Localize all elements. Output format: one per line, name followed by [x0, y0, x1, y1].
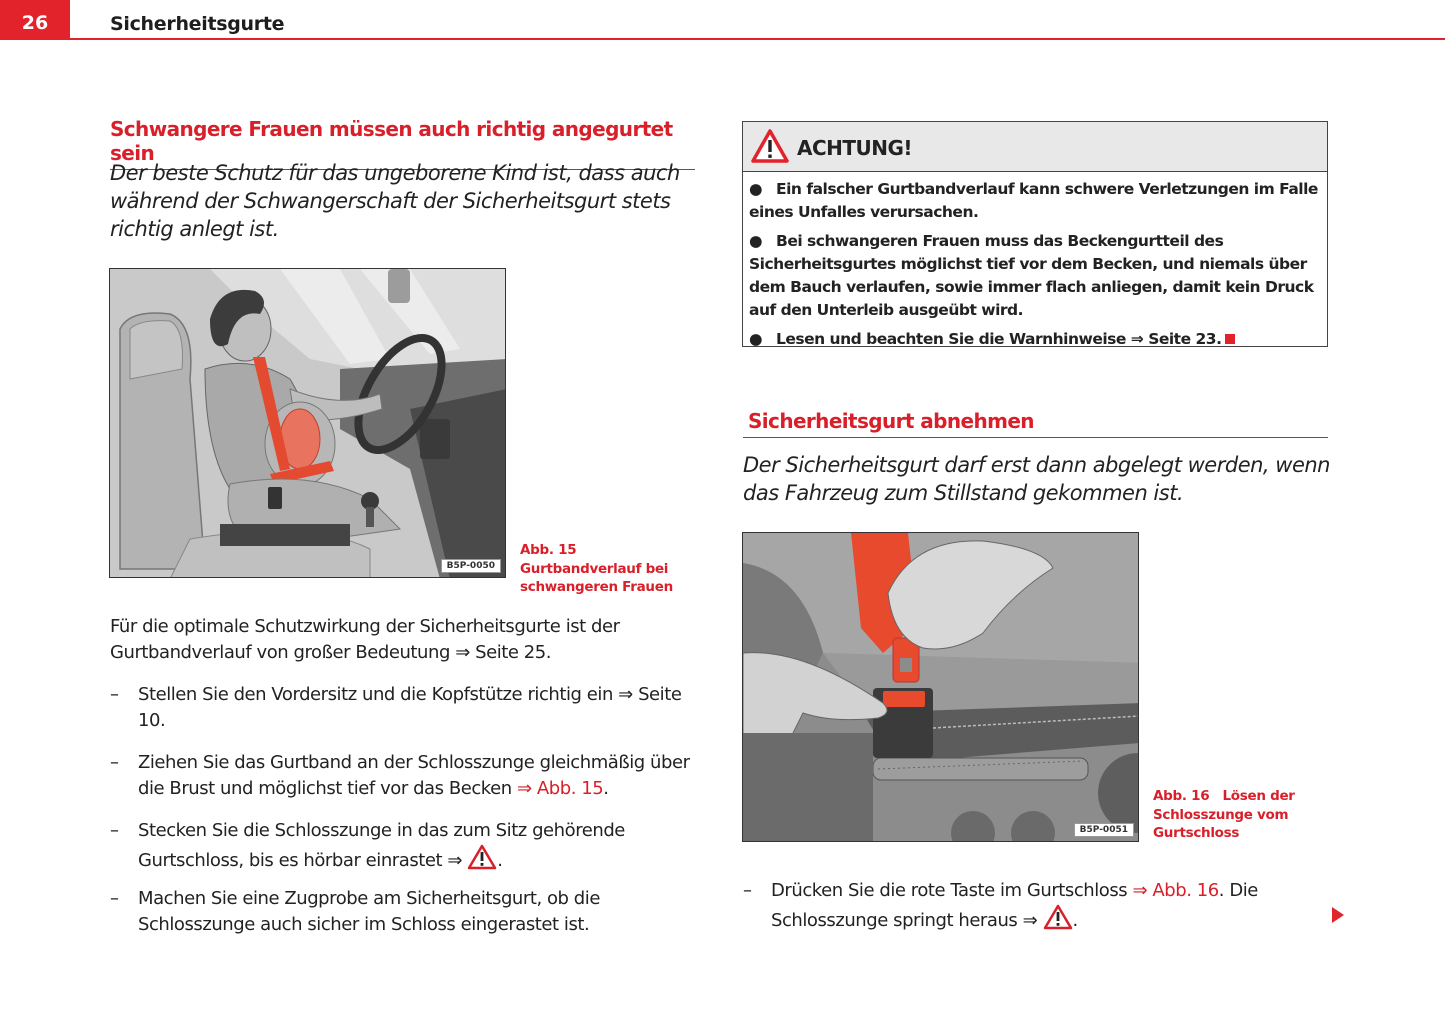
- figure-caption-16: [1153, 787, 1328, 843]
- figure-caption-15: [520, 541, 710, 597]
- step-text: Machen Sie eine Zugprobe am Sicherheitsgurt, ob die Schlosszunge auch sicher im Schloss eingerastet ist.: [138, 888, 600, 935]
- step-dash: –: [110, 888, 119, 909]
- figure-code: B5P-0050: [441, 559, 501, 573]
- section-heading-pregnant: Schwangere Frauen müssen auch richtig angegurtet sein: [110, 117, 695, 170]
- lead-paragraph-pregnant: Der beste Schutz für das ungeborene Kind ist, dass auch während der Schwangerschaft der Sicherheitsgurt stets richtig anlegt ist.: [110, 161, 680, 241]
- warning-box: [742, 121, 1328, 347]
- step-text-end: .: [1072, 910, 1078, 931]
- warning-triangle-icon[interactable]: [467, 844, 497, 870]
- intro-paragraph: Für die optimale Schutzwirkung der Sicherheitsgurte ist der Gurtbandverlauf von großer Bedeutung ⇒ Seite 25.: [110, 616, 620, 663]
- warning-triangle-icon: [750, 128, 790, 164]
- bullet: ●: [749, 330, 763, 348]
- step-adjust-seat: [110, 682, 700, 734]
- step-text: Drücken Sie die rote Taste im Gurtschloss: [771, 880, 1133, 901]
- step-insert-tongue: [110, 818, 700, 874]
- end-of-section-square: [1225, 334, 1235, 344]
- step-text: Ziehen Sie das Gurtband an der Schlosszunge gleichmäßig über die Brust und möglichst tief vor das Becken: [138, 752, 690, 799]
- buckle-release-illustration: [743, 533, 1139, 842]
- warning-triangle-icon[interactable]: [1043, 904, 1073, 930]
- warning-item-text: Ein falscher Gurtbandverlauf kann schwere Verletzungen im Falle eines Unfalles verursachen.: [749, 180, 1318, 221]
- step-text-mid: . Die Schlosszunge springt heraus ⇒: [771, 880, 1258, 931]
- header-rule: [70, 38, 1445, 40]
- warning-item: [749, 178, 1321, 224]
- figure-link-abb-15[interactable]: ⇒ Abb. 15: [516, 778, 604, 799]
- warning-item: [749, 230, 1321, 322]
- figure-belt-buckle-release: [742, 532, 1139, 842]
- figure-pregnant-woman-seatbelt: [109, 268, 506, 578]
- step-text: Stecken Sie die Schlosszunge in das zum Sitz gehörende Gurtschloss, bis es hörbar einrastet ⇒: [138, 820, 625, 871]
- figure-link-abb-16[interactable]: ⇒ Abb. 16: [1132, 880, 1219, 901]
- bullet: ●: [749, 180, 763, 198]
- step-text-end: .: [603, 778, 609, 799]
- bullet: ●: [749, 232, 763, 250]
- warning-body: [743, 178, 1327, 351]
- warning-item-text: Bei schwangeren Frauen muss das Beckengurtteil des Sicherheitsgurtes möglichst tief vor dem Becken, und niemals über dem Bauch verlaufen, sowie immer flach anliegen, damit kein Druck auf den Unterleib ausgeübt wird.: [749, 232, 1314, 319]
- warning-item-text: Lesen und beachten Sie die Warnhinweise ⇒ Seite 23.: [776, 330, 1222, 348]
- page-number: 26: [21, 12, 49, 34]
- step-press-red-button: [743, 878, 1313, 934]
- step-dash: –: [743, 880, 752, 901]
- step-dash: –: [110, 752, 119, 773]
- step-text: Stellen Sie den Vordersitz und die Kopfstütze richtig ein ⇒ Seite 10.: [138, 684, 682, 731]
- step-dash: –: [110, 820, 119, 841]
- lead-paragraph-remove-belt: Der Sicherheitsgurt darf erst dann abgelegt werden, wenn das Fahrzeug zum Stillstand gekommen ist.: [743, 453, 1330, 505]
- caption-label: Abb. 16: [1153, 788, 1210, 804]
- next-page-arrow-icon[interactable]: [1332, 907, 1344, 923]
- pregnant-woman-illustration: [110, 269, 506, 578]
- figure-code: B5P-0051: [1074, 823, 1134, 837]
- step-text-end: .: [497, 850, 503, 871]
- section-heading-remove-belt: Sicherheitsgurt abnehmen: [743, 409, 1328, 438]
- warning-header: [743, 122, 1327, 172]
- chapter-title: Sicherheitsgurte: [110, 13, 285, 35]
- step-test-belt: [110, 886, 700, 938]
- caption-label: Abb. 15: [520, 542, 577, 558]
- caption-text: Gurtbandverlauf bei schwangeren Frauen: [520, 560, 673, 595]
- step-dash: –: [110, 684, 119, 705]
- warning-title: ACHTUNG!: [797, 136, 913, 160]
- caption-text: Lösen der Schlosszunge vom Gurtschloss: [1153, 788, 1295, 841]
- warning-item: [749, 328, 1321, 351]
- step-pull-belt: [110, 750, 705, 802]
